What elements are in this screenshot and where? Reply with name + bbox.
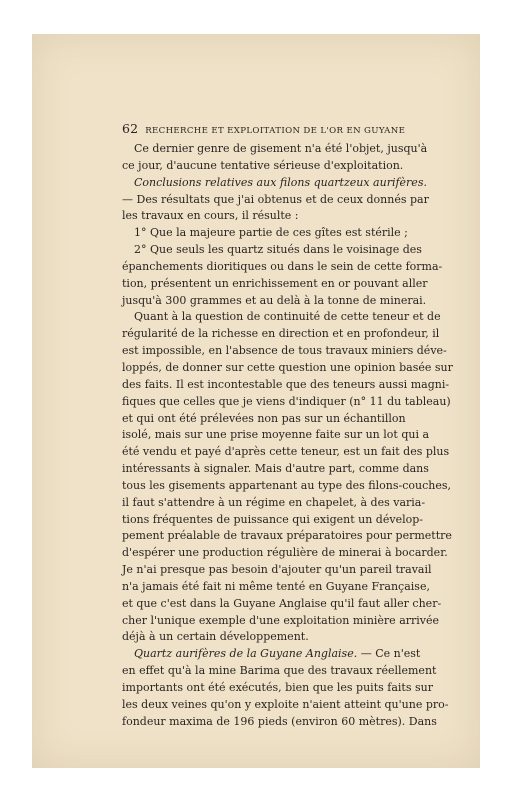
text-line: importants ont été exécutés, bien que les puits faits sur	[122, 681, 433, 694]
page-number: 62	[122, 121, 139, 136]
text-line: régularité de la richesse en direction et en profondeur, il	[122, 327, 440, 341]
text-line: déjà à un certain développement.	[122, 630, 309, 644]
body-text	[122, 141, 453, 731]
text-line: isolé, mais sur une prise moyenne faite sur un lot qui a	[122, 428, 430, 442]
text-line: les deux veines qu'on y exploite n'aient atteint qu'une pro-	[122, 697, 449, 711]
text-line: ce jour, d'aucune tentative sérieuse d'exploitation.	[122, 158, 404, 172]
text-line: et que c'est dans la Guyane Anglaise qu'il faut aller cher-	[122, 596, 442, 610]
text-line: Ce dernier genre de gisement n'a été l'objet, jusqu'à	[134, 142, 428, 155]
text-line: Quant à la question de continuité de cette teneur et de	[134, 310, 441, 324]
text-line: les travaux en cours, il résulte :	[122, 209, 299, 223]
text-line: 2° Que seuls les quartz situés dans le voisinage des	[134, 243, 422, 257]
section-heading: Conclusions relatives aux filons quartzeux aurifères.	[134, 175, 427, 189]
text-line: en effet qu'à la mine Barima que des travaux réellement	[122, 664, 437, 678]
text-line: d'espérer une production régulière de minerai à bocarder.	[122, 546, 448, 560]
text-line: et qui ont été prélevées non pas sur un échantillon	[122, 411, 406, 425]
text-line: pement préalable de travaux préparatoires pour permettre	[122, 529, 452, 543]
text-line: fondeur maxima de 196 pieds (environ 60 mètres). Dans	[122, 714, 437, 728]
text-line: jusqu'à 300 grammes et au delà à la tonne de minerai.	[122, 293, 427, 307]
text-line: il faut s'attendre à un régime en chapelet, à des varia-	[122, 495, 426, 509]
text-line: épanchements dioritiques ou dans le sein de cette forma-	[122, 259, 443, 273]
text-line: des faits. Il est incontestable que des teneurs aussi magni-	[122, 377, 450, 391]
text-line: tion, présentent un enrichissement en or pouvant aller	[122, 276, 428, 290]
text-line: cher l'unique exemple d'une exploitation minière arrivée	[122, 613, 440, 627]
text-line: été vendu et payé d'après cette teneur, est un fait des plus	[122, 445, 450, 459]
text-line: est impossible, en l'absence de tous travaux miniers déve-	[122, 344, 447, 358]
text-line: — Des résultats que j'ai obtenus et de ceux donnés par	[122, 192, 429, 206]
section-heading: Quartz aurifères de la Guyane Anglaise.	[134, 647, 358, 661]
running-title: RECHERCHE ET EXPLOITATION DE L'OR EN GUYANE	[145, 126, 406, 136]
text-line: n'a jamais été fait ni même tenté en Guyane Française,	[122, 579, 430, 593]
text-line: Je n'ai presque pas besoin d'ajouter qu'un pareil travail	[122, 563, 432, 577]
text-line: intéressants à signaler. Mais d'autre part, comme dans	[122, 462, 429, 476]
text-line: fiques que celles que je viens d'indiquer (n° 11 du tableau)	[122, 394, 451, 408]
text-line: loppés, de donner sur cette question une opinion basée sur	[122, 360, 453, 374]
text-line: 1° Que la majeure partie de ces gîtes est stérile ;	[134, 226, 408, 240]
running-head	[122, 121, 404, 141]
text-line: Quartz aurifères de la Guyane Anglaise. — Ce n'est	[134, 647, 421, 661]
text-line: tions fréquentes de puissance qui exigent un dévelop-	[122, 512, 423, 526]
page-text-block	[122, 121, 453, 731]
text-line: tous les gisements appartenant au type des filons-couches,	[122, 478, 451, 492]
